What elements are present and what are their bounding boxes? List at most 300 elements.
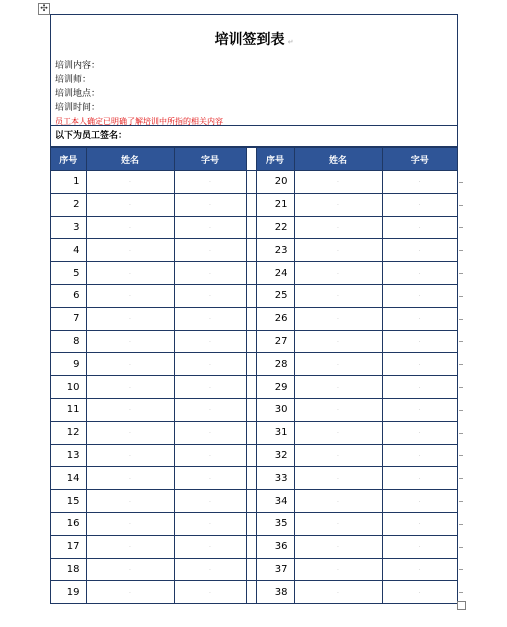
row-end-marker — [459, 319, 463, 320]
row-end-marker — [459, 478, 463, 479]
signature-cell[interactable] — [382, 421, 457, 444]
cell-marker: · — [209, 384, 211, 392]
row-number-left — [51, 171, 86, 194]
signature-cell[interactable] — [382, 330, 457, 353]
cell-marker: · — [209, 247, 211, 255]
row-end-marker — [459, 410, 463, 411]
name-cell[interactable] — [294, 330, 382, 353]
cell-marker: · — [209, 566, 211, 574]
row-number-right — [256, 353, 294, 376]
cell-marker: · — [209, 202, 211, 210]
row-number-left — [51, 421, 86, 444]
signature-cell[interactable] — [174, 330, 246, 353]
cell-marker: · — [129, 452, 131, 460]
signature-cell[interactable] — [382, 171, 457, 194]
row-number: 11 — [66, 404, 80, 416]
cell-marker: · — [337, 179, 339, 187]
name-cell[interactable] — [86, 581, 174, 603]
row-number: 31 — [274, 427, 288, 439]
cell-marker: · — [209, 521, 211, 529]
gap-cell — [246, 307, 256, 330]
gap-cell — [246, 284, 256, 307]
gap-cell — [246, 581, 256, 603]
table-row — [51, 171, 457, 194]
cell-marker: · — [418, 521, 421, 529]
cell-marker: · — [418, 202, 421, 210]
cell-marker: · — [129, 566, 131, 574]
table-row — [51, 353, 457, 376]
cell-marker: · — [418, 338, 421, 346]
table-row — [51, 581, 457, 603]
cell-marker: · — [337, 475, 339, 483]
cell-marker: · — [129, 544, 131, 552]
cell-marker: · — [418, 179, 421, 187]
table-row — [51, 307, 457, 330]
row-number-right — [256, 512, 294, 535]
row-number: 24 — [274, 267, 288, 279]
gap-cell — [246, 398, 256, 421]
table-row — [51, 330, 457, 353]
cell-marker: · — [129, 589, 131, 597]
row-number-left — [51, 467, 86, 490]
row-number: 13 — [66, 449, 80, 461]
signature-cell[interactable] — [174, 490, 246, 513]
name-cell[interactable] — [294, 490, 382, 513]
signature-cell[interactable] — [382, 467, 457, 490]
cell-marker: · — [337, 202, 339, 210]
col-header-name: 姓名 — [86, 148, 174, 171]
name-cell[interactable] — [294, 376, 382, 399]
signature-cell[interactable] — [174, 467, 246, 490]
row-number: 12 — [66, 427, 80, 439]
cell-marker: · — [418, 475, 421, 483]
signature-cell[interactable] — [382, 193, 457, 216]
cell-marker: · — [337, 224, 339, 232]
row-number-left — [51, 353, 86, 376]
row-number: 27 — [274, 335, 288, 347]
signature-cell[interactable] — [382, 376, 457, 399]
name-cell[interactable] — [294, 262, 382, 285]
signature-cell[interactable] — [382, 490, 457, 513]
name-cell[interactable] — [86, 239, 174, 262]
cell-marker: · — [209, 498, 211, 506]
row-number-left — [51, 558, 86, 581]
row-end-marker — [459, 273, 463, 274]
cell-marker: · — [209, 338, 211, 346]
name-cell[interactable] — [86, 193, 174, 216]
row-number-right — [256, 398, 294, 421]
gap-cell — [246, 467, 256, 490]
table-row — [51, 467, 457, 490]
row-number-right — [256, 581, 294, 603]
signature-cell[interactable] — [382, 216, 457, 239]
signature-cell[interactable] — [382, 307, 457, 330]
table-row — [51, 216, 457, 239]
cell-marker: · — [418, 407, 421, 415]
info-time[interactable]: 培训时间： — [55, 103, 101, 113]
table-header-row — [51, 148, 457, 171]
gap-cell — [246, 444, 256, 467]
row-number: 28 — [274, 358, 288, 370]
name-cell[interactable] — [86, 284, 174, 307]
col-header-no: 序号 — [51, 148, 86, 171]
gap-cell — [246, 330, 256, 353]
cell-marker: · — [418, 293, 421, 301]
row-number-left — [51, 307, 86, 330]
row-number-left — [51, 262, 86, 285]
row-end-marker — [459, 569, 463, 570]
name-cell[interactable] — [86, 444, 174, 467]
signature-cell[interactable] — [382, 535, 457, 558]
row-number: 18 — [66, 563, 80, 575]
cell-marker: · — [209, 430, 211, 438]
row-number-left — [51, 239, 86, 262]
row-number: 15 — [66, 495, 80, 507]
row-end-marker — [459, 455, 463, 456]
signature-cell[interactable] — [174, 262, 246, 285]
row-number: 26 — [274, 313, 288, 325]
signature-cell[interactable] — [382, 444, 457, 467]
row-number-right — [256, 193, 294, 216]
table-row — [51, 376, 457, 399]
table-row — [51, 193, 457, 216]
row-number-left — [51, 512, 86, 535]
row-number: 9 — [73, 358, 80, 370]
name-cell[interactable] — [86, 467, 174, 490]
signature-cell[interactable] — [174, 216, 246, 239]
table-row — [51, 398, 457, 421]
info-location[interactable]: 培训地点： — [55, 89, 101, 99]
cell-marker: · — [418, 498, 421, 506]
training-info — [55, 59, 223, 130]
cell-marker: · — [129, 361, 131, 369]
name-cell[interactable] — [86, 421, 174, 444]
cell-marker: · — [209, 407, 211, 415]
row-number: 35 — [274, 518, 288, 530]
signature-cell[interactable] — [174, 284, 246, 307]
row-number: 32 — [274, 449, 288, 461]
cell-marker: · — [337, 566, 339, 574]
name-cell[interactable] — [86, 490, 174, 513]
row-number-right — [256, 376, 294, 399]
row-number: 3 — [73, 221, 80, 233]
cell-marker: · — [129, 293, 131, 301]
gap-cell — [246, 216, 256, 239]
cell-marker: · — [209, 293, 211, 301]
cell-marker: · — [129, 498, 131, 506]
row-number-right — [256, 467, 294, 490]
row-number: 21 — [274, 199, 288, 211]
info-content[interactable]: 培训内容： — [55, 61, 101, 71]
cell-marker: · — [209, 589, 211, 597]
name-cell[interactable] — [294, 421, 382, 444]
cell-marker: · — [337, 361, 339, 369]
name-cell[interactable] — [294, 512, 382, 535]
table-resize-handle-icon[interactable] — [457, 601, 466, 610]
cell-marker: · — [129, 316, 131, 324]
sign-table — [51, 147, 457, 603]
page-title: 培训签到表 ↵ — [214, 32, 294, 48]
gap-cell — [246, 171, 256, 194]
name-cell[interactable] — [86, 398, 174, 421]
table-row — [51, 239, 457, 262]
cell-marker: · — [337, 270, 339, 278]
cell-marker: · — [337, 293, 339, 301]
gap-cell — [246, 512, 256, 535]
name-cell[interactable] — [86, 307, 174, 330]
cell-marker: · — [337, 407, 339, 415]
cell-marker: · — [418, 544, 421, 552]
row-end-marker — [459, 227, 463, 228]
name-cell[interactable] — [294, 467, 382, 490]
row-end-marker — [459, 433, 463, 434]
row-number: 5 — [73, 267, 80, 279]
row-number: 4 — [73, 244, 80, 256]
row-number-left — [51, 193, 86, 216]
signature-cell[interactable] — [174, 376, 246, 399]
table-row — [51, 490, 457, 513]
gap-cell — [246, 193, 256, 216]
table-row — [51, 284, 457, 307]
row-number-right — [256, 216, 294, 239]
row-end-marker — [459, 250, 463, 251]
signature-cell[interactable] — [382, 353, 457, 376]
row-number: 33 — [274, 472, 288, 484]
cell-marker: · — [209, 475, 211, 483]
row-end-marker — [459, 296, 463, 297]
signature-cell[interactable] — [382, 512, 457, 535]
row-number-right — [256, 284, 294, 307]
row-number: 14 — [66, 472, 80, 484]
name-cell[interactable] — [86, 171, 174, 194]
signature-cell[interactable] — [174, 444, 246, 467]
cell-marker: · — [418, 566, 421, 574]
name-cell[interactable] — [86, 216, 174, 239]
signature-cell[interactable] — [174, 307, 246, 330]
row-number: 10 — [66, 381, 80, 393]
name-cell[interactable] — [294, 171, 382, 194]
row-number-left — [51, 535, 86, 558]
signature-cell[interactable] — [174, 581, 246, 603]
table-row — [51, 421, 457, 444]
name-cell[interactable] — [86, 262, 174, 285]
col-gap — [246, 148, 256, 171]
info-trainer[interactable]: 培训师： — [55, 75, 92, 85]
sign-in-sheet — [50, 14, 458, 604]
row-number: 7 — [73, 313, 80, 325]
row-number-right — [256, 171, 294, 194]
cell-marker: · — [129, 475, 131, 483]
cell-marker: · — [337, 498, 339, 506]
row-number-right — [256, 444, 294, 467]
name-cell[interactable] — [294, 535, 382, 558]
cell-marker: · — [209, 270, 211, 278]
cell-marker: · — [209, 224, 211, 232]
row-number: 20 — [274, 176, 288, 188]
cell-marker: · — [337, 544, 339, 552]
name-cell[interactable] — [294, 353, 382, 376]
name-cell[interactable] — [86, 535, 174, 558]
row-end-marker — [459, 387, 463, 388]
notice-text: 员工本人确定已明确了解培训中所指的相关内容 — [55, 117, 223, 126]
row-number-right — [256, 535, 294, 558]
signature-cell[interactable] — [174, 171, 246, 194]
gap-cell — [246, 262, 256, 285]
row-number: 38 — [274, 586, 288, 598]
row-number-left — [51, 330, 86, 353]
row-number-left — [51, 216, 86, 239]
gap-cell — [246, 558, 256, 581]
table-row — [51, 558, 457, 581]
cell-marker: · — [418, 361, 421, 369]
cell-marker: · — [129, 384, 131, 392]
name-cell[interactable] — [294, 558, 382, 581]
cell-marker: · — [337, 589, 339, 597]
name-cell[interactable] — [294, 284, 382, 307]
row-number: 2 — [73, 199, 80, 211]
row-number: 16 — [66, 518, 80, 530]
cell-marker: · — [418, 589, 421, 597]
cell-marker: · — [337, 338, 339, 346]
cell-marker: · — [129, 202, 131, 210]
row-number-left — [51, 284, 86, 307]
signature-cell[interactable] — [174, 239, 246, 262]
name-cell[interactable] — [86, 558, 174, 581]
signature-cell[interactable] — [382, 284, 457, 307]
col-header-no: 序号 — [256, 148, 294, 171]
table-row — [51, 262, 457, 285]
row-number: 22 — [274, 221, 288, 233]
table-row — [51, 512, 457, 535]
gap-cell — [246, 239, 256, 262]
cell-marker: · — [129, 270, 131, 278]
row-end-marker — [459, 501, 463, 502]
name-cell[interactable] — [294, 398, 382, 421]
signature-cell[interactable] — [174, 353, 246, 376]
row-number-left — [51, 376, 86, 399]
row-number-right — [256, 490, 294, 513]
row-number: 37 — [274, 563, 288, 575]
signature-cell[interactable] — [174, 421, 246, 444]
row-number-right — [256, 307, 294, 330]
row-number: 34 — [274, 495, 288, 507]
cell-marker: · — [418, 430, 421, 438]
cell-marker: · — [209, 179, 211, 187]
name-cell[interactable] — [86, 330, 174, 353]
cell-marker: · — [337, 384, 339, 392]
row-end-marker — [459, 182, 463, 183]
row-number-right — [256, 239, 294, 262]
row-number-right — [256, 558, 294, 581]
row-number: 23 — [274, 244, 288, 256]
row-number: 29 — [274, 381, 288, 393]
table-row — [51, 535, 457, 558]
row-number: 19 — [66, 586, 80, 598]
name-cell[interactable] — [294, 216, 382, 239]
cell-marker: · — [209, 361, 211, 369]
cell-marker: · — [337, 430, 339, 438]
cell-marker: · — [337, 521, 339, 529]
row-number: 17 — [66, 541, 80, 553]
gap-cell — [246, 535, 256, 558]
cell-marker: · — [418, 224, 421, 232]
name-cell[interactable] — [294, 239, 382, 262]
signature-cell[interactable] — [382, 558, 457, 581]
row-end-marker — [459, 341, 463, 342]
signature-cell[interactable] — [174, 398, 246, 421]
cell-marker: · — [209, 544, 211, 552]
table-row — [51, 444, 457, 467]
name-cell[interactable] — [294, 444, 382, 467]
signature-cell[interactable] — [382, 239, 457, 262]
name-cell[interactable] — [294, 581, 382, 603]
cell-marker: · — [129, 407, 131, 415]
name-cell[interactable] — [294, 193, 382, 216]
row-number-left — [51, 581, 86, 603]
cell-marker: · — [129, 224, 131, 232]
row-number-right — [256, 262, 294, 285]
row-end-marker — [459, 205, 463, 206]
cell-marker: · — [209, 316, 211, 324]
cell-marker: · — [337, 247, 339, 255]
row-number: 25 — [274, 290, 288, 302]
signature-cell[interactable] — [382, 398, 457, 421]
row-number: 8 — [73, 335, 80, 347]
col-header-sign: 字号 — [174, 148, 246, 171]
cell-marker: · — [418, 452, 421, 460]
signature-cell[interactable] — [174, 512, 246, 535]
cell-marker: · — [418, 270, 421, 278]
signature-cell[interactable] — [174, 535, 246, 558]
sign-label: 以下为员工签名： — [51, 126, 457, 147]
cell-marker: · — [418, 247, 421, 255]
cell-marker: · — [418, 384, 421, 392]
row-end-marker — [459, 592, 463, 593]
col-header-sign: 字号 — [382, 148, 457, 171]
row-end-marker — [459, 524, 463, 525]
row-number-left — [51, 490, 86, 513]
signature-cell[interactable] — [174, 558, 246, 581]
col-header-name: 姓名 — [294, 148, 382, 171]
name-cell[interactable] — [86, 376, 174, 399]
row-number: 1 — [73, 176, 80, 188]
row-number-left — [51, 444, 86, 467]
cell-marker: · — [129, 521, 131, 529]
row-end-marker — [459, 364, 463, 365]
row-number: 6 — [73, 290, 80, 302]
gap-cell — [246, 376, 256, 399]
cell-marker: · — [209, 452, 211, 460]
row-end-marker — [459, 547, 463, 548]
cell-marker: · — [129, 430, 131, 438]
gap-cell — [246, 490, 256, 513]
sheet-header — [51, 15, 457, 126]
signature-cell[interactable] — [382, 262, 457, 285]
cell-marker: · — [129, 338, 131, 346]
cell-marker: · — [129, 179, 131, 187]
name-cell[interactable] — [294, 307, 382, 330]
cell-marker: · — [337, 452, 339, 460]
gap-cell — [246, 421, 256, 444]
row-number: 30 — [274, 404, 288, 416]
signature-cell[interactable] — [382, 581, 457, 603]
row-number-right — [256, 421, 294, 444]
name-cell[interactable] — [86, 512, 174, 535]
signature-cell[interactable] — [174, 193, 246, 216]
table-move-handle-icon[interactable]: ✣ — [38, 3, 50, 15]
row-number: 36 — [274, 541, 288, 553]
name-cell[interactable] — [86, 353, 174, 376]
